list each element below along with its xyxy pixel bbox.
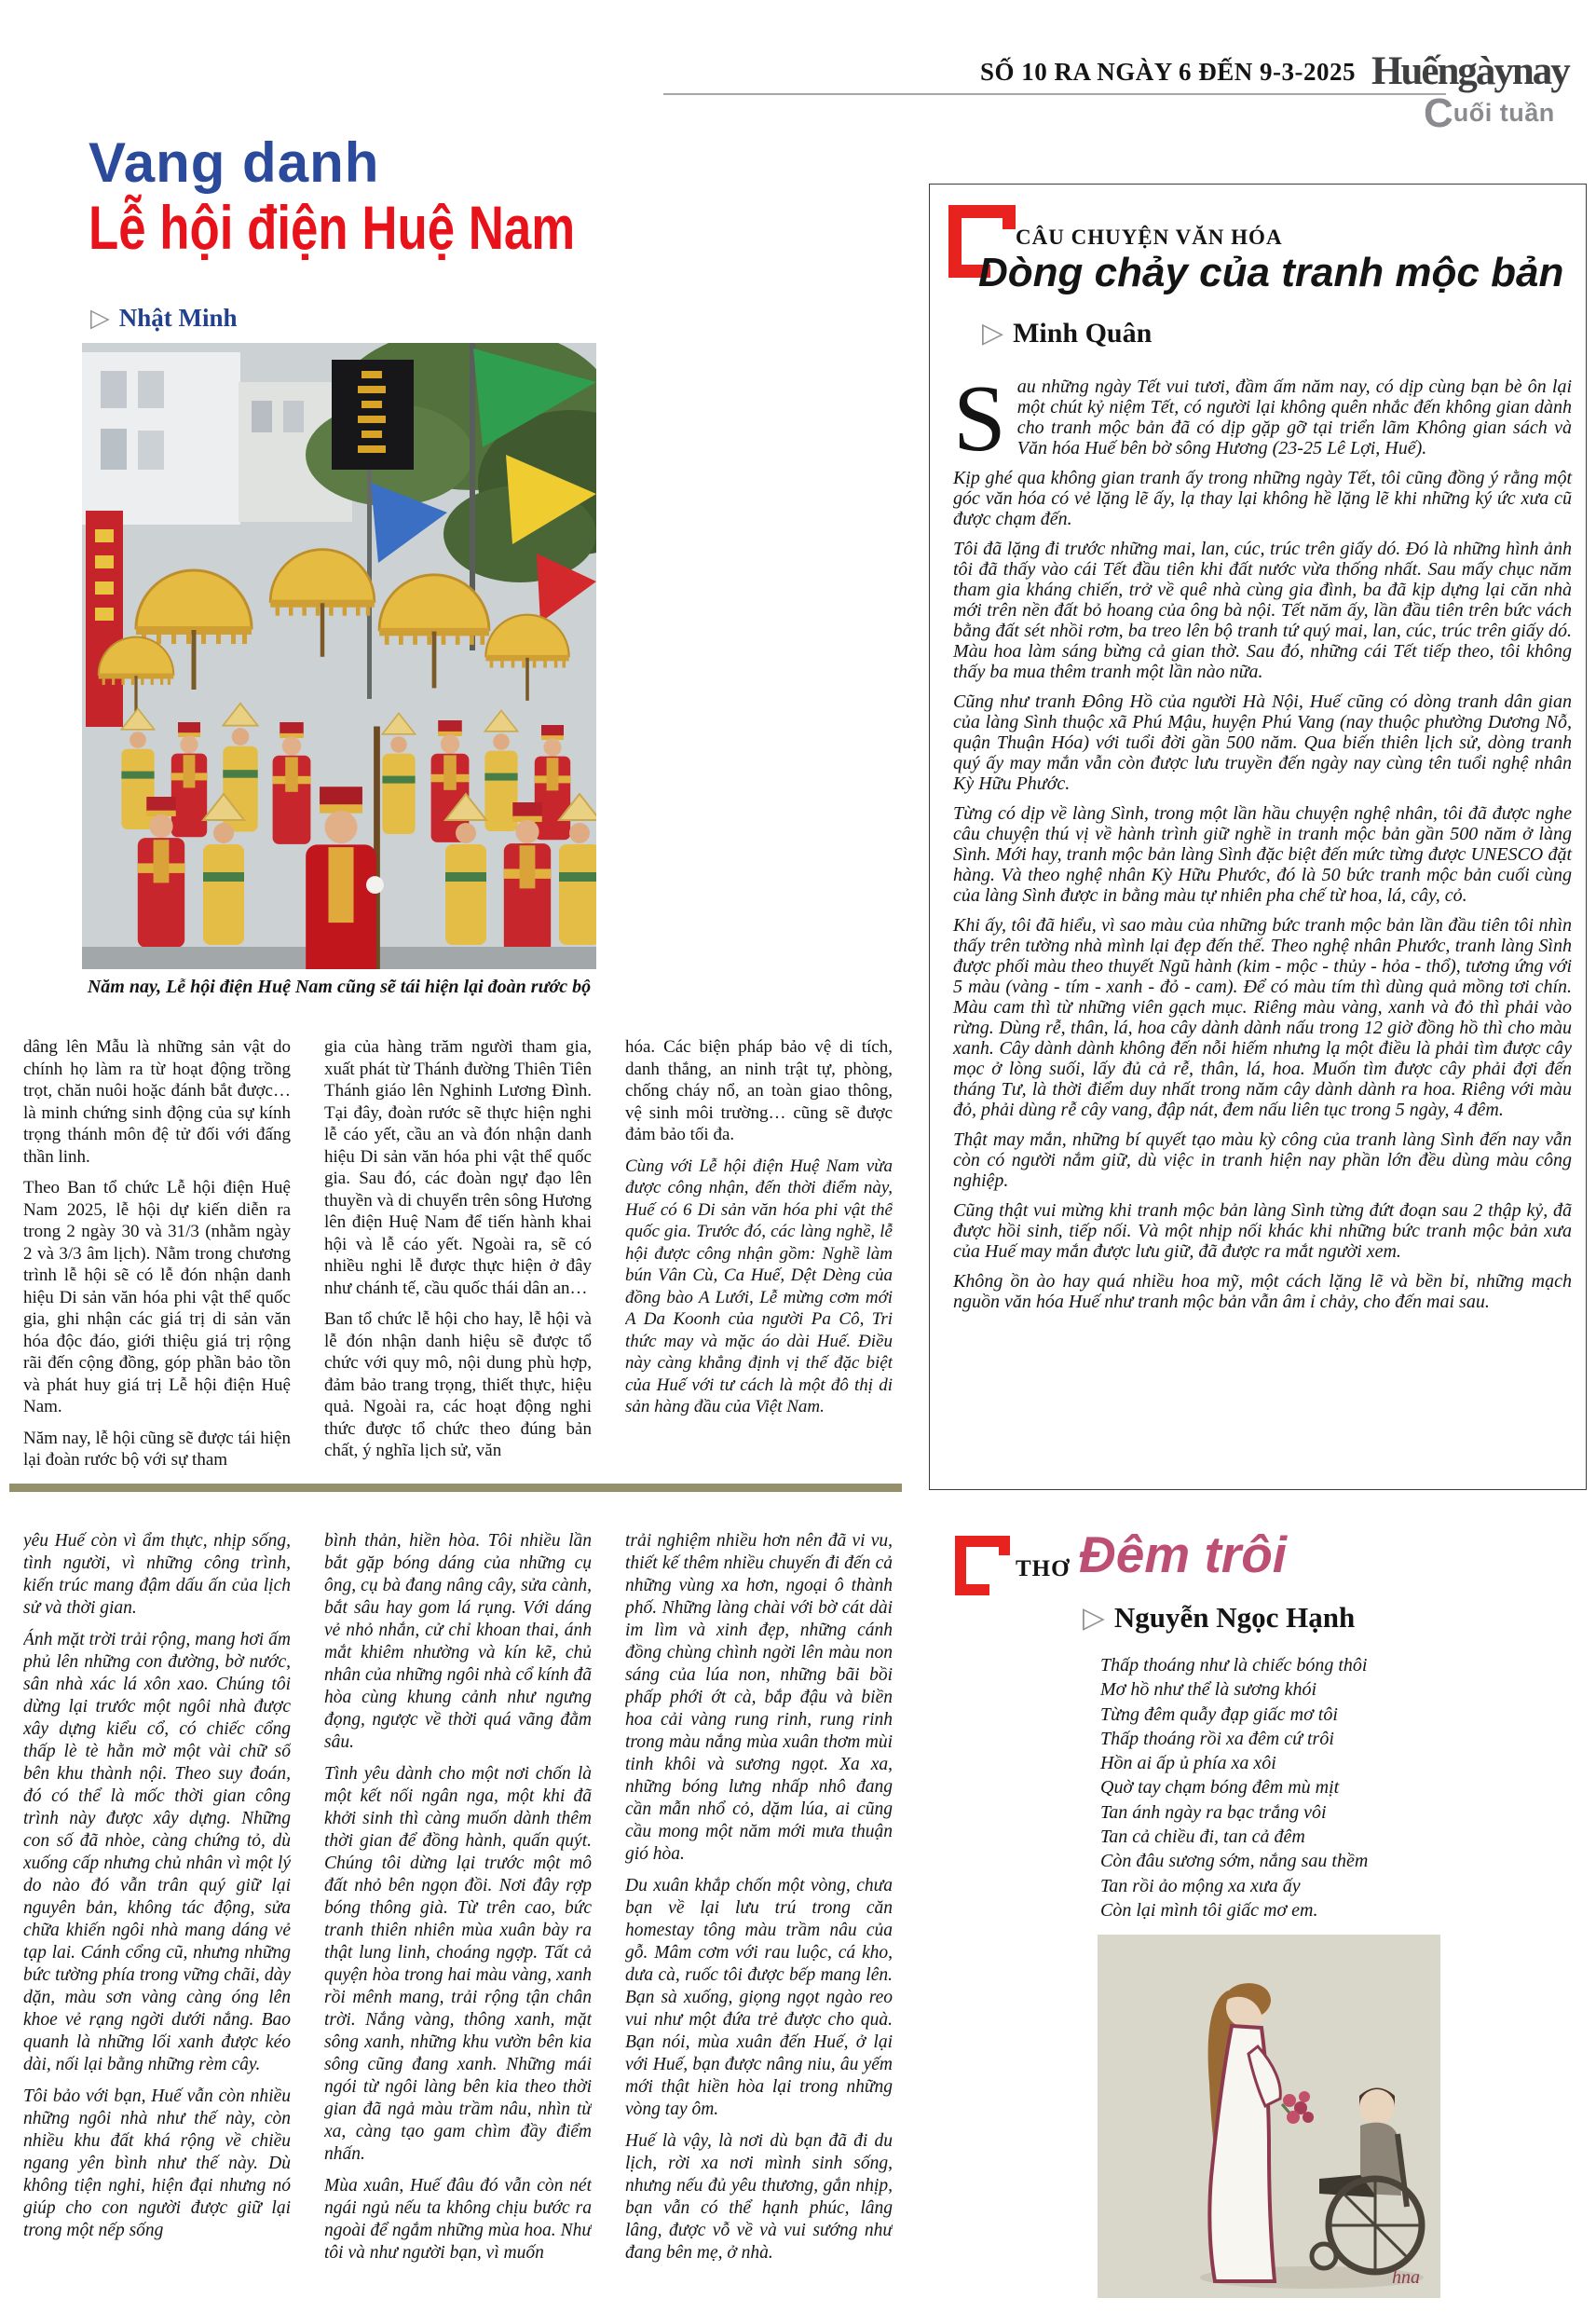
poem-line: Từng đêm quẫy đạp giấc mơ tôi (1100, 1703, 1338, 1725)
poem-line: Tan rồi ảo mộng xa xưa ấy (1100, 1875, 1301, 1896)
poem-kicker: THƠ (1016, 1556, 1071, 1581)
essay-paragraph: Huế là vậy, là nơi dù bạn đã đi du lịch, rời xa nơi mình sinh sống, nhưng nếu đủ yêu thương, gắn nhịp, bạn vẫn có thể hạnh phúc, lâng lâng, được vỗ về và vui sướng như đang bên mẹ, ở nhà. (625, 2131, 893, 2263)
header-rule (663, 93, 1446, 95)
photo-caption: Năm nay, Lễ hội điện Huệ Nam cũng sẽ tái hiện lại đoàn rước bộ (87, 977, 592, 997)
poem-text (1100, 1653, 1501, 1922)
lead-paragraph: gia của hàng trăm người tham gia, xuất phát từ Thánh đường Thiên Tiên Thánh giáo lên Nghinh Lương Đình. Tại đây, đoàn rước sẽ thực hiện nghi lễ cáo yết, cầu an và đón nhận danh hiệu Di sản văn hóa phi vật thể quốc gia. Sau đó, các đoàn ngự đạo lên thuyền và di chuyển trên sông Hương lên điện Huệ Nam để tiến hành khai hội và lễ cáo yết. Ngoài ra, sẽ có nhiều nghi lễ được thực hiện ở đây như chánh tế, cầu quốc thái dân an… (324, 1037, 592, 1298)
poem-line: Còn đâu sương sớm, nắng sau thềm (1100, 1851, 1369, 1872)
poem-author: Nguyễn Ngọc Hạnh (1113, 1601, 1356, 1634)
lead-paragraph: dâng lên Mẫu là những sản vật do chính họ làm ra từ hoạt động trồng trọt, chăn nuôi hoặc đánh bắt được… là minh chứng sinh động của sự kính trọng thánh môn đệ tử đối với đấng thần linh. (23, 1037, 291, 1167)
lead-body-column-2 (324, 1036, 592, 1482)
poem-illustration-graphic (1098, 1935, 1440, 2298)
section-divider (9, 1484, 902, 1492)
essay-column-2 (324, 1530, 592, 2309)
edition-initial: C (1424, 90, 1453, 136)
lead-title-line1: Vang danh (89, 131, 380, 194)
lead-paragraph: Năm nay, lễ hội cũng sẽ được tái hiện lại đoàn rước bộ với sự tham (23, 1428, 291, 1470)
lead-title-line2: Lễ hội điện Huệ Nam (89, 193, 576, 262)
masthead-logo: Huếngàynay (1371, 49, 1569, 93)
edition-label (1424, 90, 1555, 136)
poem-line: Quờ tay chạm bóng đêm mù mịt (1100, 1777, 1340, 1799)
culture-story-box (929, 184, 1587, 1490)
culture-paragraph: Kịp ghé qua không gian tranh ấy trong những ngày Tết, tôi cũng đồng ý rằng một góc văn hóa có vẻ lặng lẽ ấy, lạ thay lại không hề lặng lẽ khi những ký ức xưa cũ được chạm đến. (953, 468, 1572, 529)
culture-paragraph: Không ồn ào hay quá nhiều hoa mỹ, một cách lặng lẽ và bền bỉ, những mạch nguồn văn hóa Huế như tranh mộc bản vẫn âm ỉ chảy, cho đến mai sau. (953, 1271, 1572, 1312)
culture-byline (982, 317, 1152, 349)
lead-author: Nhật Minh (118, 304, 238, 332)
essay-column-1 (23, 1530, 291, 2309)
essay-paragraph: yêu Huế còn vì ẩm thực, nhịp sống, tình người, vì những công trình, kiến trúc mang đậm dấu ấn của lịch sử và thời gian. (23, 1531, 291, 1618)
byline-triangle-icon: ▷ (1083, 1601, 1105, 1635)
lead-byline (90, 304, 238, 333)
culture-paragraph: Cũng thật vui mừng khi tranh mộc bản làng Sình từng đứt đoạn sau 2 thập kỷ, đã được hồi sinh, tiếp nối. Và một nhịp nối khác khi những bức tranh mộc bản xưa của Huế may mắn được lưu giữ, đã được ra mắt người xem. (953, 1200, 1572, 1262)
lead-body-column-1 (23, 1036, 291, 1482)
poem-line: Mơ hồ như thể là sương khói (1100, 1679, 1317, 1701)
lead-paragraph: hóa. Các biện pháp bảo vệ di tích, danh thắng, an ninh trật tự, phòng, chống cháy nổ, an toàn giao thông, vệ sinh môi trường… cũng sẽ được đảm bảo tối đa. (625, 1037, 893, 1144)
essay-paragraph: Mùa xuân, Huế đâu đó vẫn còn nét ngái ngủ nếu ta không chịu bước ra ngoài để ngắm những mùa hoa. Như tôi và như người bạn, vì muốn (324, 2176, 592, 2263)
lead-paragraph-italic: Cùng với Lễ hội điện Huệ Nam vừa được công nhận, đến thời điểm này, Huế có 6 Di sản văn hóa phi vật thể quốc gia. Trước đó, các làng nghề, lễ hội được công nhận gồm: Nghề làm bún Vân Cù, Ca Huế, Dệt Dèng của đồng bào A Lưới, Lễ mừng cơm mới A Da Koonh của người Pa Cô, Tri thức may và mặc áo dài Huế. Điều này càng khẳng định vị thế đặc biệt của Huế với tư cách là một đô thị di sản hàng đầu của Việt Nam. (625, 1156, 893, 1416)
essay-column-3 (625, 1530, 893, 2309)
dropcap-letter: S (953, 366, 1006, 472)
byline-triangle-icon: ▷ (982, 317, 1004, 349)
poem-line: Còn lại mình tôi giấc mơ em. (1100, 1899, 1318, 1921)
culture-body (953, 366, 1572, 1321)
poem-line: Tan cả chiều đi, tan cả đêm (1100, 1826, 1305, 1848)
festival-photo-graphic (82, 343, 596, 969)
culture-paragraph: Thật may mắn, những bí quyết tạo màu kỳ công của tranh làng Sình đến nay vẫn còn có người nắm giữ, dù việc in tranh hiện nay phần lớn đều dùng màu công nghiệp. (953, 1129, 1572, 1191)
culture-title: Dòng chảy của tranh mộc bản (978, 250, 1564, 295)
lead-body-column-3 (625, 1036, 893, 1482)
poem-title: Đêm trôi (1079, 1525, 1288, 1583)
culture-kicker: CÂU CHUYỆN VĂN HÓA (1016, 226, 1283, 249)
culture-paragraph: Cũng như tranh Đông Hồ của người Hà Nội, Huế cũng có dòng tranh dân gian của làng Sình thuộc xã Phú Mậu, huyện Phú Vang (nay thuộc phường Dương Nỗ, quận Thuận Hóa) với tuổi đời gần 500 năm. Qua biến thiên lịch sử, dòng tranh quý ấy may mắn vẫn còn được lưu truyền đến ngày nay cùng tên tuổi nghệ nhân Kỳ Hữu Phước. (953, 691, 1572, 794)
poem-line: Thấp thoáng rồi xa đêm cứ trôi (1100, 1728, 1334, 1749)
essay-paragraph: Tình yêu dành cho một nơi chốn là một kết nối ngân nga, một khi đã khởi sinh thì càng muốn dành thêm thời gian để đồng hành, quấn quýt. Chúng tôi dừng lại trước một mô đất nhỏ bên ngọn đồi. Nơi đây rợp bóng thông già. Từ trên cao, bức tranh thiên nhiên mùa xuân bày ra thật lung linh, choáng ngợp. Tất cả quyện hòa trong hai màu vàng, xanh rồi mênh mang, trải rộng tận chân trời. Nắng vàng, thông xanh, mặt sông xanh, những khu vườn bên kia sông cũng đang xanh. Những mái ngói từ ngôi làng bên kia theo thời gian đã ngả màu trầm nâu, nhìn từ xa, càng tạo gam chìm đầy điểm nhấn. (324, 1764, 592, 2164)
byline-triangle-icon: ▷ (90, 304, 110, 333)
culture-paragraph: Tôi đã lặng đi trước những mai, lan, cúc, trúc trên giấy dó. Đó là những hình ảnh tôi đã thấy vào cái Tết đầu tiên khi đất nước vừa thống nhất. Sau mấy chục năm tham gia kháng chiến, trở về quê nhà cùng gia đình, ba đã kịp dựng lại căn nhà mới trên nền đất bỏ hoang của ông bà nội. Tết năm ấy, lần đầu tiên trên bức vách bằng đất sét nhồi rơm, ba treo lên bộ tranh tứ quý mai, lan, cúc, trúc trên giấy dó. Màu hoa làm sáng bừng cả gian thờ. Sau đó, những cái Tết tiếp theo, tôi không thấy ba mua thêm tranh một lần nào nữa. (953, 539, 1572, 682)
culture-paragraph (953, 366, 1572, 472)
poem-line: Tan ánh ngày ra bạc trắng vôi (1100, 1801, 1327, 1823)
culture-paragraph: Khi ấy, tôi đã hiểu, vì sao màu của những bức tranh mộc bản lần đầu tiên tôi nhìn thấy trên tường nhà mình lại đẹp đến thế. Theo nghệ nhân Phước, tranh làng Sình được phối màu theo thuyết Ngũ hành (kim - mộc - thủy - hỏa - thổ), tương ứng với 5 màu (vàng - tím - xanh - đỏ - cam). Để có màu tím thì dùng quả mồng tơi chín. Màu cam thì từ những viên gạch mục. Riêng màu vàng, xanh và đỏ thì phải vào rừng. Dùng rễ, thân, lá, hoa cây dành dành nấu trong 12 giờ đồng hồ thì cho màu xanh. Cây dành dành không đến nỗi hiếm nhưng lạ một điều là phải tìm được cây mọc ở lòng suối, lấy đủ cả rễ, thân, lá, hoa. Muốn tìm được cây phải đợi đến tháng Tư, là thời điểm duy nhất trong năm cây dành dành ra hoa. Riêng với màu đỏ, phải dùng rễ cây vang, đập nát, đem nấu liên tục trong 5 ngày, 4 đêm. (953, 915, 1572, 1120)
culture-paragraph: Từng có dịp về làng Sình, trong một lần hầu chuyện nghệ nhân, tôi đã được nghe câu chuyện thú vị về hành trình giữ nghề in tranh mộc bản gần 500 năm ở làng Sình. Mới hay, tranh mộc bản làng Sình đặc biệt đến mức từng được UNESCO đặt hàng. Và theo nghệ nhân Kỳ Hữu Phước, đó là 50 bức tranh mộc bản cuối cùng của làng Sình được in bằng màu tự nhiên pha chế từ hoa, lá, cây, cỏ. (953, 803, 1572, 906)
essay-paragraph: bình thản, hiền hòa. Tôi nhiều lần bắt gặp bóng dáng của những cụ ông, cụ bà đang nâng cây, sửa cành, bắt sâu hay gom lá rụng. Với dáng vẻ nhỏ nhắn, cử chỉ khoan thai, ánh mắt khiêm nhường và kín kẽ, chủ nhân của những ngôi nhà cổ kính đã hòa cùng khung cảnh như ngưng đọng, ngược về thời quá vãng đằm sâu. (324, 1531, 592, 1752)
section-bracket-icon (952, 1533, 1012, 1603)
lead-paragraph: Theo Ban tổ chức Lễ hội điện Huệ Nam 2025, lễ hội dự kiến diễn ra trong 2 ngày 30 và 31/3 (nhằm ngày 2 và 3/3 âm lịch). Nằm trong chương trình lễ hội sẽ có lễ đón nhận danh hiệu Di sản văn hóa phi vật thể quốc gia, ghi nhận các giá trị di sản văn hóa độc đáo, giới thiệu giá trị rộng rãi đến cộng đồng, góp phần bảo tồn và phát huy giá trị Lễ hội điện Huệ Nam. (23, 1178, 291, 1416)
essay-paragraph: Tôi bảo với bạn, Huế vẫn còn nhiều những ngôi nhà như thế này, còn nhiều khu đất khá rộng về chiều ngang yên bình như thế này. Dù không tiện nghi, hiện đại nhưng nó giúp cho con người được giữ lại trong một nếp sống (23, 2086, 291, 2240)
poem-line: Hồn ai ấp ủ phía xa xôi (1100, 1753, 1276, 1774)
lead-paragraph: Ban tổ chức lễ hội cho hay, lễ hội và lễ đón nhận danh hiệu sẽ được tổ chức với quy mô, nội dung phù hợp, đảm bảo trang trọng, thiết thực, hiệu quả. Ngoài ra, các hoạt động nghi thức được tổ chức theo đúng bản chất, ý nghĩa lịch sử, văn (324, 1309, 592, 1460)
essay-paragraph: trải nghiệm nhiều hơn nên đã vi vu, thiết kế thêm nhiều chuyến đi đến cả những vùng xa hơn, ngoại ô thành phố. Những làng chài với bờ cát dài im lìm và xinh đẹp, những cánh đồng chùng chình ngời lên màu non sáng của lúa non, những bãi bồi phấp phới ớt cà, bắp đậu và biền hoa cải vàng rung rinh, rung rinh trong màu nắng mùa xuân thơm mùi tinh khôi và sương ngọt. Xa xa, những bóng lưng nhấp nhô đang cần mẫn nhổ cỏ, dặm lúa, ai cũng cầu mong một năm mới mưa thuận gió hòa. (625, 1531, 893, 1864)
essay-paragraph: Ánh mặt trời trải rộng, mang hơi ấm phủ lên những con đường, bờ nước, sân nhà xác lá xôn xao. Chúng tôi dừng lại trước một ngôi nhà được xây dựng kiểu cổ, có chiếc cổng thấp lè tè hằn mờ một vài chữ số bên khu thành nội. Theo suy đoán, đó có thể là mốc thời gian công trình này được xây dựng. Những con số đã nhòe, càng chứng tỏ, dù xuống cấp nhưng chủ nhân vì một lý do nào đó vẫn trân quý giữ lại nguyên bản, không tác động, sửa chữa khiến ngôi nhà mang dáng vẻ tạp lai. Cánh cổng cũ, nhưng những bức tường phía trong vững chãi, dày dặn, màu sơn vàng càng óng lên khoe vẻ rạng ngời dưới nắng. Bao quanh là những lối xanh được kéo dài, nối lại bằng những rèm cây. (23, 1630, 291, 2074)
culture-author: Minh Quân (1013, 318, 1153, 349)
edition-rest: uối tuần (1453, 99, 1555, 127)
issue-date: SỐ 10 RA NGÀY 6 ĐẾN 9-3-2025 (979, 58, 1356, 86)
poem-byline (1083, 1601, 1355, 1635)
poem-illustration (1098, 1935, 1440, 2298)
essay-paragraph: Du xuân khắp chốn một vòng, chưa bạn về lại lưu trú trong căn homestay tông màu trầm nâu của gỗ. Mâm cơm với rau luộc, cá kho, dưa cà, ruốc tôi được bếp mang lên. Bạn sà xuống, giọng ngọt ngào reo vui như một đứa trẻ được cho quà. Bạn nói, mùa xuân đến Huế, ở lại với Huế, bạn được nâng niu, âu yếm mới thật hiền hòa lại trong những vòng tay ôm. (625, 1876, 893, 2119)
illustration-signature: hna (1392, 2267, 1420, 2288)
poem-line: Thấp thoáng như là chiếc bóng thôi (1100, 1655, 1368, 1676)
festival-photo (82, 343, 596, 969)
culture-paragraph-text: au những ngày Tết vui tươi, đầm ấm năm nay, có dịp cùng bạn bè ôn lại một chút kỷ niệm Tết, có người lại không quên nhắc đến không gian dành cho tranh mộc bản đã có dịp gặp gỡ tại triển lãm Không gian sách và Văn hóa Huế bên bờ sông Hương (23-25 Lê Lợi, Huế). (1016, 376, 1572, 458)
